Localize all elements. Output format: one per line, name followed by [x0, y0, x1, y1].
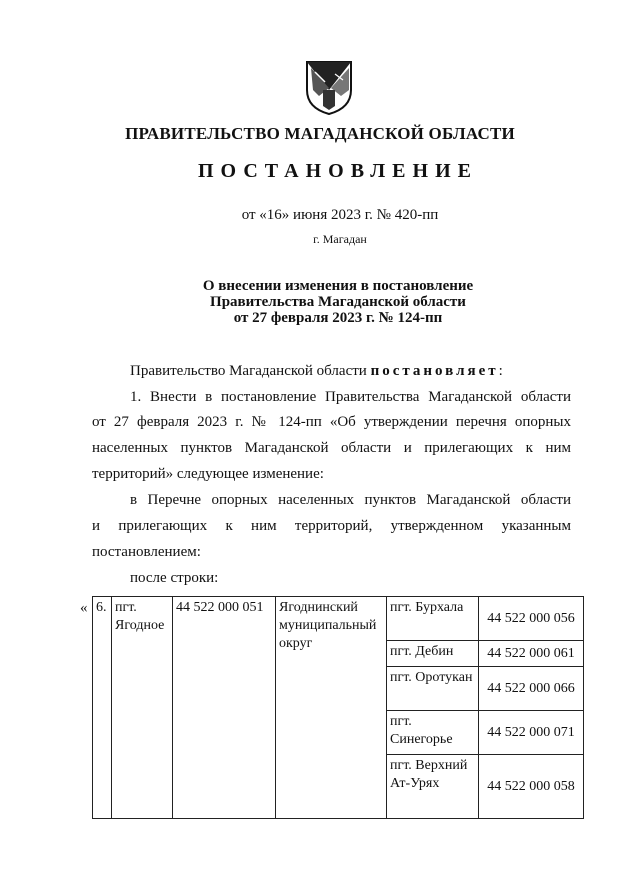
row-number: 6.: [93, 597, 112, 819]
paragraph-2-line-3: постановлением:: [92, 544, 201, 560]
table-row: [93, 597, 584, 641]
paragraph-3: после строки:: [130, 570, 219, 586]
intro-paragraph: [130, 363, 503, 380]
document-type: ПОСТАНОВЛЕНИЕ: [198, 160, 478, 182]
territory-name: пгт. Бурхала: [387, 597, 479, 641]
document-city: г. Магадан: [313, 232, 367, 246]
paragraph-2-line-2: и прилегающих к ним территорий, утвержденном указанным: [92, 518, 571, 534]
settlement-code: 44 522 000 051: [173, 597, 276, 819]
territory-code: 44 522 000 061: [479, 641, 584, 667]
intro-colon: :: [498, 363, 503, 379]
paragraph-2-line-1: в Перечне опорных населенных пунктов Магаданской области: [130, 492, 571, 508]
territory-name: пгт. Синегорье: [387, 711, 479, 755]
territory-code: 44 522 000 058: [479, 755, 584, 819]
subject-line-3: от 27 февраля 2023 г. № 124-пп: [233, 310, 443, 326]
paragraph-1-line-2: от 27 февраля 2023 г. № 124-пп «Об утверждении перечня опорных: [92, 414, 571, 430]
territory-name: пгт. Оротукан: [387, 667, 479, 711]
subject-line-2: Правительства Магаданской области: [210, 294, 466, 310]
paragraph-1-line-1: 1. Внести в постановление Правительства Магаданской области: [130, 389, 571, 405]
territory-code: 44 522 000 066: [479, 667, 584, 711]
settlements-table: [92, 596, 584, 819]
paragraph-1-line-4: территорий» следующее изменение:: [92, 466, 324, 482]
settlement-name: пгт. Ягодное: [112, 597, 173, 819]
territory-code: 44 522 000 056: [479, 597, 584, 641]
coat-of-arms-icon: [305, 60, 353, 116]
territory-code: 44 522 000 071: [479, 711, 584, 755]
government-name: ПРАВИТЕЛЬСТВО МАГАДАНСКОЙ ОБЛАСТИ: [125, 124, 515, 143]
municipality-name: Ягоднинский муниципальный округ: [276, 597, 387, 819]
territory-name: пгт. Дебин: [387, 641, 479, 667]
opening-quote: «: [80, 600, 88, 616]
document-date-number: от «16» июня 2023 г. № 420-пп: [241, 207, 439, 223]
paragraph-1-line-3: населенных пунктов Магаданской области и прилегающих к ним: [92, 440, 571, 456]
intro-verb: постановляет: [370, 363, 499, 379]
territory-name: пгт. Верхний Ат-Урях: [387, 755, 479, 819]
subject-line-1: О внесении изменения в постановление: [202, 278, 474, 294]
intro-text: Правительство Магаданской области: [130, 363, 367, 379]
